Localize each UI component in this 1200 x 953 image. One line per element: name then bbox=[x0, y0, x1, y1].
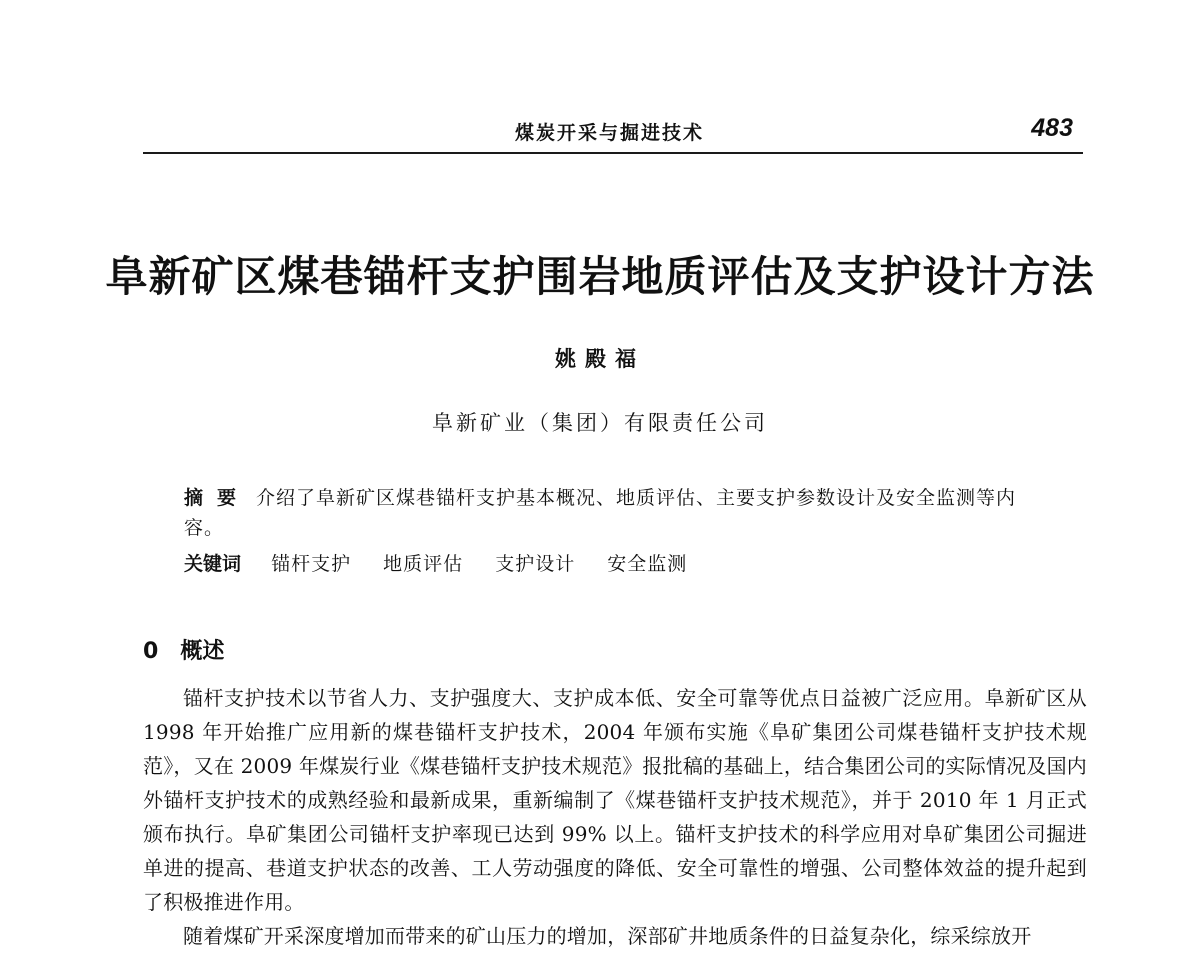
paper-title: 阜新矿区煤巷锚杆支护围岩地质评估及支护设计方法 bbox=[105, 252, 1095, 301]
section-number: 0 bbox=[143, 639, 159, 664]
keyword-item: 地质评估 bbox=[383, 553, 464, 575]
page-number: 483 bbox=[1031, 114, 1073, 142]
abstract-label: 摘要 bbox=[184, 487, 251, 509]
keyword-item: 支护设计 bbox=[495, 553, 576, 575]
keyword-item: 安全监测 bbox=[607, 553, 688, 575]
author-affiliation: 阜新矿业（集团）有限责任公司 bbox=[432, 411, 768, 435]
author-name: 姚殿福 bbox=[555, 347, 645, 371]
abstract-text: 介绍了阜新矿区煤巷锚杆支护基本概况、地质评估、主要支护参数设计及安全监测等内容。 bbox=[184, 487, 1017, 539]
keyword-item: 锚杆支护 bbox=[271, 553, 352, 575]
abstract bbox=[184, 483, 1054, 543]
body-text bbox=[143, 681, 1087, 953]
keywords-label: 关键词 bbox=[184, 553, 242, 575]
running-title: 煤炭开采与掘进技术 bbox=[515, 122, 705, 144]
section-heading bbox=[143, 634, 224, 665]
running-header bbox=[143, 116, 1083, 154]
body-paragraph: 锚杆支护技术以节省人力、支护强度大、支护成本低、安全可靠等优点日益被广泛应用。阜新矿区从 1998 年开始推广应用新的煤巷锚杆支护技术，2004 年颁布实施《阜矿集团公司煤巷锚杆支护技术规范》，又在 2009 年煤炭行业《煤巷锚杆支护技术规范》报批稿的基础上，结合集团公司的实际情况及国内外锚杆支护技术的成熟经验和最新成果，重新编制了《煤巷锚杆支护技术规范》，并于 2010 年 1 月正式颁布执行。阜矿集团公司锚杆支护率现已达到 99% 以上。锚杆支护技术的科学应用对阜矿集团公司掘进单进的提高、巷道支护状态的改善、工人劳动强度的降低、安全可靠性的增强、公司整体效益的提升起到了积极推进作用。 bbox=[143, 686, 1087, 914]
section-title: 概述 bbox=[180, 639, 225, 664]
body-paragraph: 随着煤矿开采深度增加而带来的矿山压力的增加，深部矿井地质条件的日益复杂化，综采综放开 bbox=[183, 924, 1032, 948]
keywords bbox=[184, 549, 1064, 579]
